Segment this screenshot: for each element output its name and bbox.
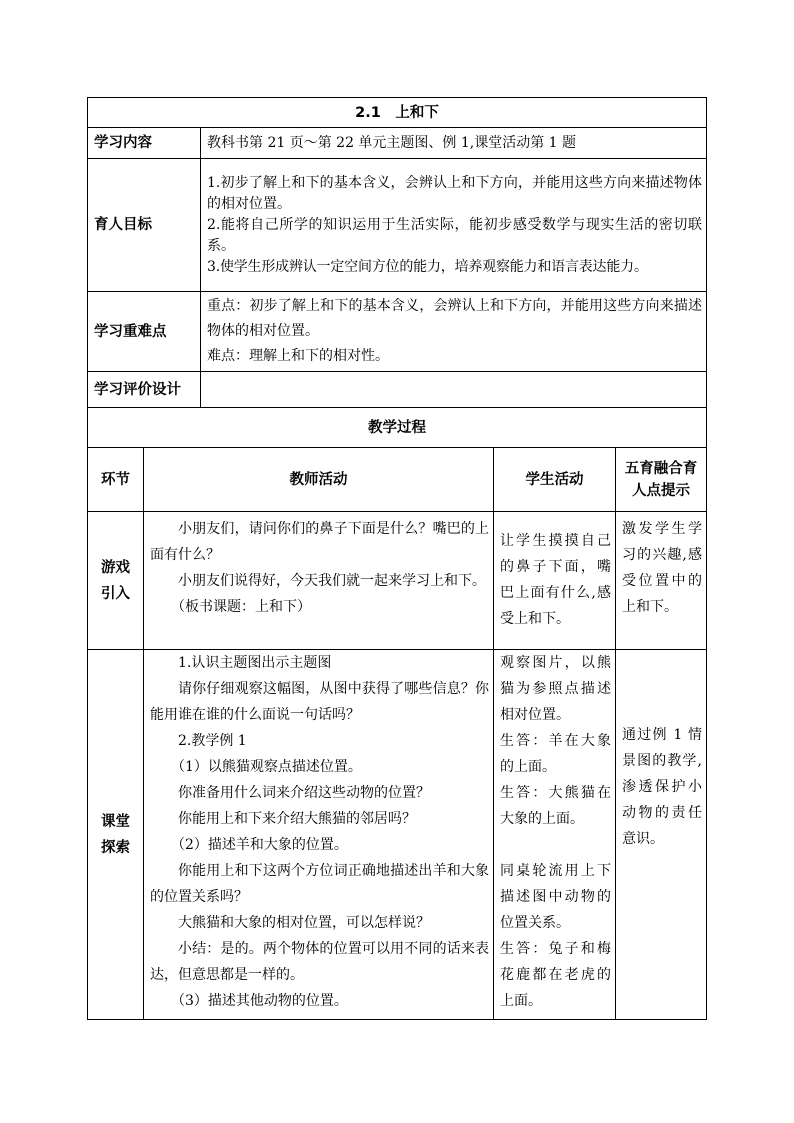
teacher-line: 2.教学例 1 — [178, 733, 247, 749]
student-line — [500, 832, 611, 858]
evaluation-text — [201, 372, 707, 408]
content-label: 学习内容 — [88, 128, 201, 159]
evaluation-row — [88, 372, 707, 408]
student-activity — [494, 650, 616, 1020]
hint-text: 通过例 1 情景图的教学,渗透保护小动物的责任意识。 — [622, 727, 702, 847]
teacher-line: 小结：是的。两个物体的位置可以用不同的话来表达，但意思都是一样的。 — [150, 941, 489, 983]
student-line: 同桌轮流用上下描述图中动物的位置关系。 — [500, 863, 611, 931]
teacher-line: 小朋友们，请问你们的鼻子下面是什么？嘴巴的上面有什么？ — [150, 521, 489, 563]
stage-row — [88, 512, 707, 650]
column-header-stage: 环节 — [88, 448, 144, 512]
hint-text: 激发学生学习的兴趣,感受位置中的上和下。 — [622, 521, 702, 615]
student-line: 观察图片，以熊猫为参照点描述相对位置。 — [500, 655, 611, 723]
goal-item: 3.使学生形成辨认一定空间方位的能力，培养观察能力和语言表达能力。 — [207, 258, 648, 275]
lesson-plan-sheet — [87, 97, 706, 1020]
teacher-line: （3）描述其他动物的位置。 — [171, 993, 348, 1009]
keypoints-row — [88, 292, 707, 372]
stage-name: 课堂探索 — [88, 650, 144, 1020]
process-header-row — [88, 448, 707, 512]
keypoints-label: 学习重难点 — [88, 292, 201, 372]
process-heading: 教学过程 — [88, 408, 707, 448]
process-heading-row — [88, 408, 707, 448]
stage-row — [88, 650, 707, 1020]
lesson-plan-table — [87, 97, 707, 1020]
teacher-line: （1）以熊猫观察点描述位置。 — [171, 759, 362, 775]
goals-cell — [201, 159, 707, 292]
keypoint-item: 难点：理解上和下的相对性。 — [207, 348, 389, 364]
teacher-line: 大熊猫和大象的相对位置，可以怎样说？ — [178, 915, 430, 931]
content-text: 教科书第 21 页～第 22 单元主题图、例 1,课堂活动第 1 题 — [201, 128, 707, 159]
keypoints-cell — [201, 292, 707, 372]
teacher-line: 1.认识主题图出示主题图 — [178, 655, 332, 671]
teacher-line: 请你仔细观察这幅图，从图中获得了哪些信息？你能用谁在谁的什么面说一句话吗？ — [150, 681, 489, 723]
column-header-teacher: 教师活动 — [144, 448, 494, 512]
hint-cell — [616, 512, 707, 650]
student-line: 让学生摸摸自己的鼻子下面，嘴巴上面有什么,感受上和下。 — [500, 533, 611, 627]
teacher-line: 你能用上和下这两个方位词正确地描述出羊和大象的位置关系吗？ — [150, 863, 489, 905]
goal-item: 2.能将自己所学的知识运用于生活实际，能初步感受数学与现实生活的密切联系。 — [207, 216, 702, 254]
teacher-activity — [144, 650, 494, 1020]
goals-row — [88, 159, 707, 292]
lesson-title: 2.1 上和下 — [88, 98, 707, 128]
column-header-student: 学生活动 — [494, 448, 616, 512]
student-line: 生答：兔子和梅花鹿都在老虎的上面。 — [500, 941, 611, 1009]
keypoint-item: 重点：初步了解上和下的基本含义，会辨认上和下方向，并能用这些方向来描述物体的相对位置。 — [207, 298, 702, 339]
hint-cell — [616, 650, 707, 1020]
teacher-line: 你能用上和下来介绍大熊猫的邻居吗？ — [178, 811, 416, 827]
student-line: 生答：大熊猫在大象的上面。 — [500, 785, 611, 827]
teacher-activity — [144, 512, 494, 650]
teacher-line: （板书课题：上和下） — [171, 599, 311, 615]
teacher-line: 你准备用什么词来介绍这些动物的位置？ — [178, 785, 430, 801]
teacher-line: （2）描述羊和大象的位置。 — [171, 837, 348, 853]
student-activity — [494, 512, 616, 650]
student-line: 生答：羊在大象的上面。 — [500, 733, 611, 775]
goals-label: 育人目标 — [88, 159, 201, 292]
stage-name: 游戏引入 — [88, 512, 144, 650]
evaluation-label: 学习评价设计 — [88, 372, 201, 408]
content-row — [88, 128, 707, 159]
title-row — [88, 98, 707, 128]
teacher-line: 小朋友们说得好，今天我们就一起来学习上和下。 — [178, 573, 486, 589]
column-header-hint: 五育融合育人点提示 — [616, 448, 707, 512]
goal-item: 1.初步了解上和下的基本含义，会辨认上和下方向，并能用这些方向来描述物体的相对位置。 — [207, 174, 702, 212]
